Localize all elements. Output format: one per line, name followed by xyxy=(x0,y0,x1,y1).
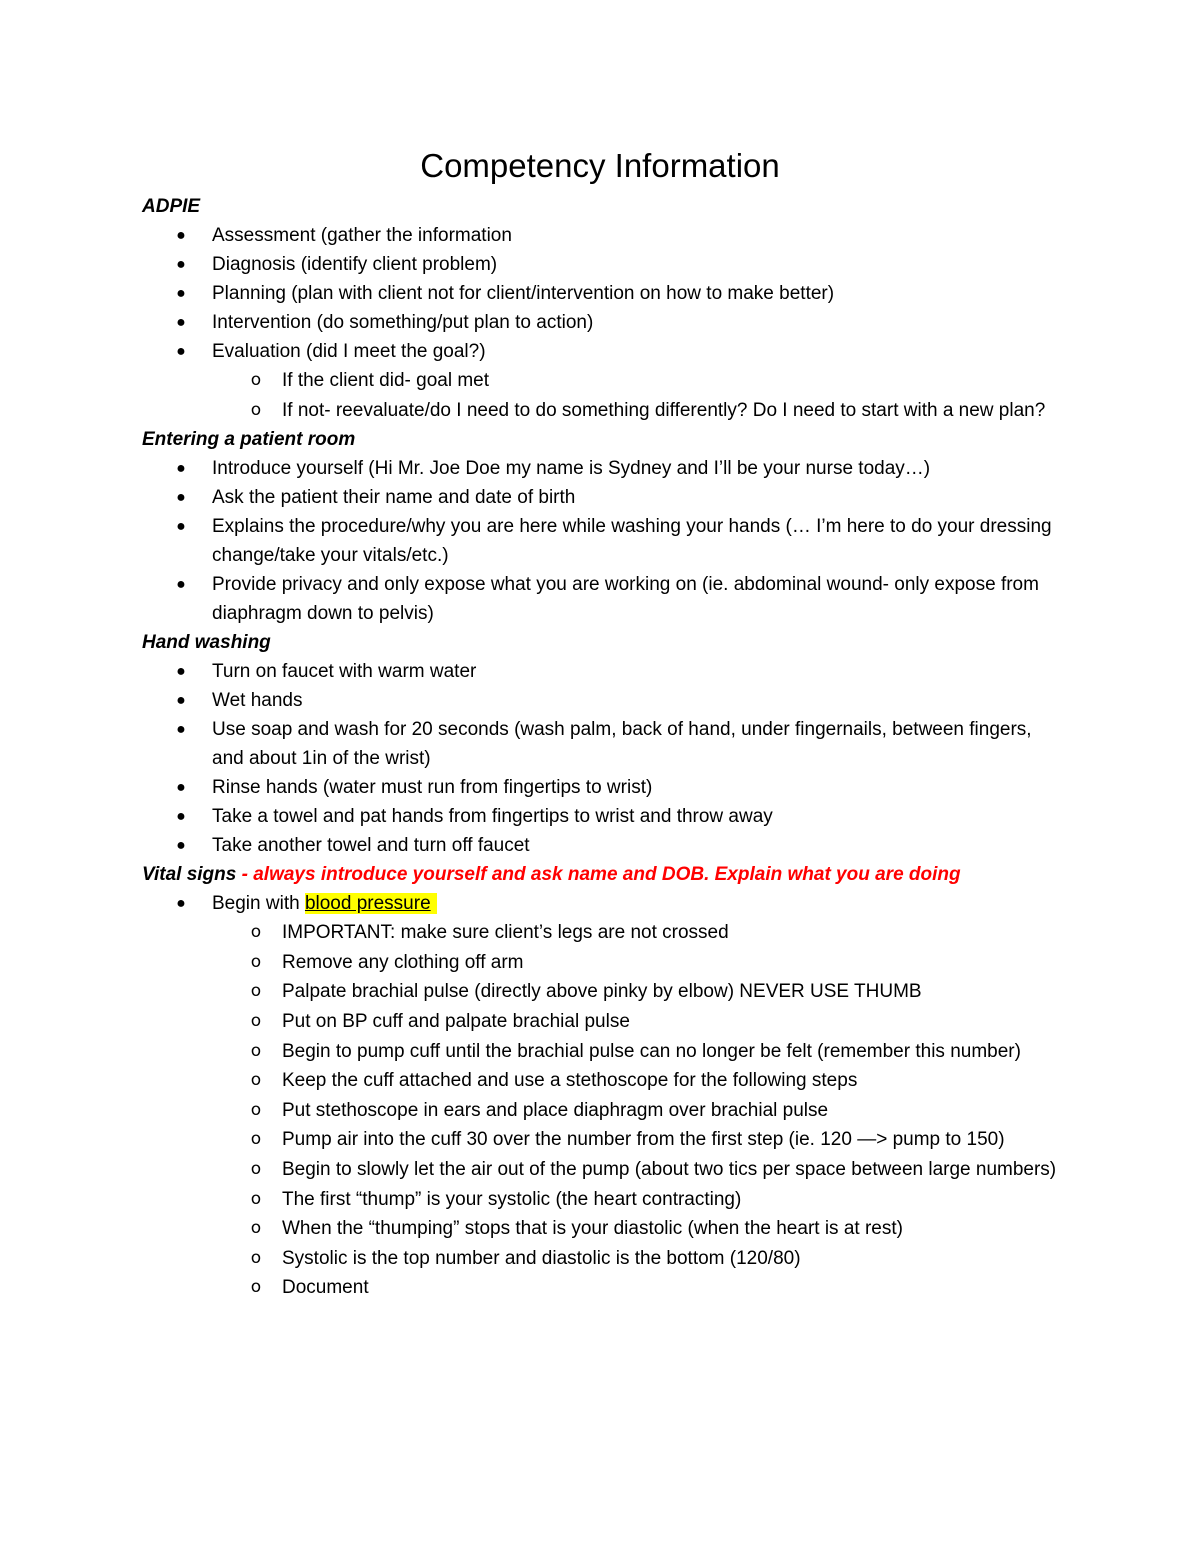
sub-list-item xyxy=(212,396,1058,426)
sub-list-item-text: Document xyxy=(282,1277,369,1299)
section-hand-washing xyxy=(142,628,1058,860)
list-item-text: Take another towel and turn off faucet xyxy=(212,835,530,857)
sub-list-item-text: Begin to pump cuff until the brachial pulse can no longer be felt (remember this number) xyxy=(282,1040,1021,1062)
list-item xyxy=(142,802,1058,831)
list-item-text: Diagnosis (identify client problem) xyxy=(212,254,498,275)
sub-list-item xyxy=(212,1214,1058,1244)
sub-list-item-text: The first “thump” is your systolic (the heart contracting) xyxy=(282,1188,742,1210)
bullet-icon: ● xyxy=(176,779,186,797)
sub-list-item xyxy=(212,918,1058,948)
list-item-text: Provide privacy and only expose what you are working on (ie. abdominal wound- only expose from diaphragm down to pelvis) xyxy=(212,574,1039,625)
sub-list-item-text: Palpate brachial pulse (directly above pinky by elbow) NEVER USE THUMB xyxy=(282,981,922,1003)
blood-pressure-steps-list xyxy=(212,918,1058,1303)
hollow-bullet-icon: o xyxy=(250,1099,262,1120)
list-item-text: Ask the patient their name and date of birth xyxy=(212,487,576,509)
list-item-text: Wet hands xyxy=(212,690,303,712)
sub-list-item-text: IMPORTANT: make sure client’s legs are not crossed xyxy=(282,922,729,944)
sub-list-item-text: Pump air into the cuff 30 over the number from the first step (ie. 120 —> pump to 150) xyxy=(282,1129,1005,1151)
bullet-icon: ● xyxy=(176,489,186,507)
section-vital-signs xyxy=(142,860,1058,1303)
sub-list-item-text: Keep the cuff attached and use a stethoscope for the following steps xyxy=(282,1070,858,1092)
bullet-icon: ● xyxy=(176,227,186,244)
highlighted-text: blood pressure xyxy=(305,893,437,914)
section-heading-vital-signs xyxy=(142,860,1058,889)
hollow-bullet-icon: o xyxy=(250,1010,262,1031)
vital-signs-separator: - xyxy=(236,864,254,886)
hollow-bullet-icon: o xyxy=(250,1129,262,1150)
list-item xyxy=(142,337,1058,425)
list-item xyxy=(142,715,1058,773)
list-item xyxy=(142,889,1058,1303)
sub-list-item-text: Systolic is the top number and diastolic is the bottom (120/80) xyxy=(282,1247,801,1269)
sub-list-item xyxy=(212,1007,1058,1037)
hollow-bullet-icon: o xyxy=(250,922,262,943)
bullet-icon: ● xyxy=(176,518,186,536)
bullet-icon: ● xyxy=(176,663,186,681)
list-item-text: Planning (plan with client not for client/intervention on how to make better) xyxy=(212,283,835,304)
bullet-icon: ● xyxy=(176,692,186,710)
section-entering-room xyxy=(142,425,1058,628)
bullet-icon: ● xyxy=(176,837,186,855)
bullet-icon: ● xyxy=(176,460,186,478)
vital-signs-list xyxy=(142,889,1058,1303)
bullet-icon: ● xyxy=(176,343,186,360)
sub-list-item xyxy=(212,366,1058,396)
sub-list-item-text: Remove any clothing off arm xyxy=(282,951,524,973)
list-item-text: Take a towel and pat hands from fingertips to wrist and throw away xyxy=(212,806,773,828)
list-item-text: Intervention (do something/put plan to action) xyxy=(212,312,594,333)
list-item xyxy=(142,773,1058,802)
hollow-bullet-icon: o xyxy=(250,1040,262,1061)
list-item-text: Turn on faucet with warm water xyxy=(212,661,477,683)
bullet-icon: ● xyxy=(176,895,186,913)
sub-list-item-text: Put stethoscope in ears and place diaphragm over brachial pulse xyxy=(282,1099,829,1121)
bullet-icon: ● xyxy=(176,721,186,739)
sub-list-item xyxy=(212,1125,1058,1155)
page-title: Competency Information xyxy=(420,147,780,184)
sub-list-item xyxy=(212,1066,1058,1096)
sub-list-item-text: If not- reevaluate/do I need to do something differently? Do I need to start with a new plan? xyxy=(282,399,1046,421)
sub-list-item xyxy=(212,1096,1058,1126)
sub-list-item xyxy=(212,948,1058,978)
section-heading-hand-washing: Hand washing xyxy=(142,632,271,654)
section-adpie xyxy=(142,192,1058,425)
evaluation-sublist xyxy=(212,366,1058,425)
sub-list-item xyxy=(212,1185,1058,1215)
bullet-icon: ● xyxy=(176,808,186,826)
sub-list-item xyxy=(212,1244,1058,1274)
list-item xyxy=(142,250,1058,279)
list-item xyxy=(142,657,1058,686)
sub-list-item-text: Begin to slowly let the air out of the pump (about two tics per space between large numbers) xyxy=(282,1158,1057,1180)
vital-signs-note: always introduce yourself and ask name and DOB. Explain what you are doing xyxy=(253,864,961,886)
sub-list-item xyxy=(212,1273,1058,1303)
list-item xyxy=(142,570,1058,628)
entering-list xyxy=(142,454,1058,628)
hollow-bullet-icon: o xyxy=(250,399,262,420)
list-item xyxy=(142,831,1058,860)
list-item-text: Assessment (gather the information xyxy=(212,225,512,246)
list-item xyxy=(142,308,1058,337)
hollow-bullet-icon: o xyxy=(250,1277,262,1298)
list-item xyxy=(142,279,1058,308)
sub-list-item xyxy=(212,1155,1058,1185)
list-item xyxy=(142,512,1058,570)
list-item-text: Evaluation (did I meet the goal?) xyxy=(212,341,486,362)
list-item-text: Rinse hands (water must run from fingertips to wrist) xyxy=(212,777,653,799)
bullet-icon: ● xyxy=(176,256,186,273)
hollow-bullet-icon: o xyxy=(250,1158,262,1179)
hollow-bullet-icon: o xyxy=(250,951,262,972)
sub-list-item-text: When the “thumping” stops that is your diastolic (when the heart is at rest) xyxy=(282,1218,903,1240)
sub-list-item xyxy=(212,1037,1058,1067)
section-heading-adpie: ADPIE xyxy=(142,196,201,217)
sub-list-item-text: If the client did- goal met xyxy=(282,370,489,391)
section-heading-entering-room: Entering a patient room xyxy=(142,429,356,451)
list-item-text: Introduce yourself (Hi Mr. Joe Doe my name is Sydney and I’ll be your nurse today…) xyxy=(212,458,931,480)
list-item xyxy=(142,483,1058,512)
list-item-text-prefix: Begin with xyxy=(212,893,305,915)
list-item xyxy=(142,454,1058,483)
hollow-bullet-icon: o xyxy=(250,1070,262,1091)
hollow-bullet-icon: o xyxy=(250,981,262,1002)
vital-signs-heading-label: Vital signs xyxy=(142,864,237,886)
bullet-icon: ● xyxy=(176,314,186,331)
list-item xyxy=(142,686,1058,715)
bullet-icon: ● xyxy=(176,285,186,302)
list-item xyxy=(142,221,1058,250)
sub-list-item xyxy=(212,977,1058,1007)
sub-list-item-text: Put on BP cuff and palpate brachial pulse xyxy=(282,1010,630,1032)
bullet-icon: ● xyxy=(176,576,186,594)
list-item-text: Use soap and wash for 20 seconds (wash palm, back of hand, under fingernails, between fingers, and about 1in of the wrist) xyxy=(212,719,1032,770)
hollow-bullet-icon: o xyxy=(250,370,262,390)
hollow-bullet-icon: o xyxy=(250,1218,262,1239)
hand-washing-list xyxy=(142,657,1058,860)
list-item-text: Explains the procedure/why you are here while washing your hands (… I’m here to do your dressing change/take your vitals/etc.) xyxy=(212,516,1052,567)
adpie-list xyxy=(142,221,1058,425)
hollow-bullet-icon: o xyxy=(250,1188,262,1209)
hollow-bullet-icon: o xyxy=(250,1247,262,1268)
document-page xyxy=(142,142,1058,1303)
